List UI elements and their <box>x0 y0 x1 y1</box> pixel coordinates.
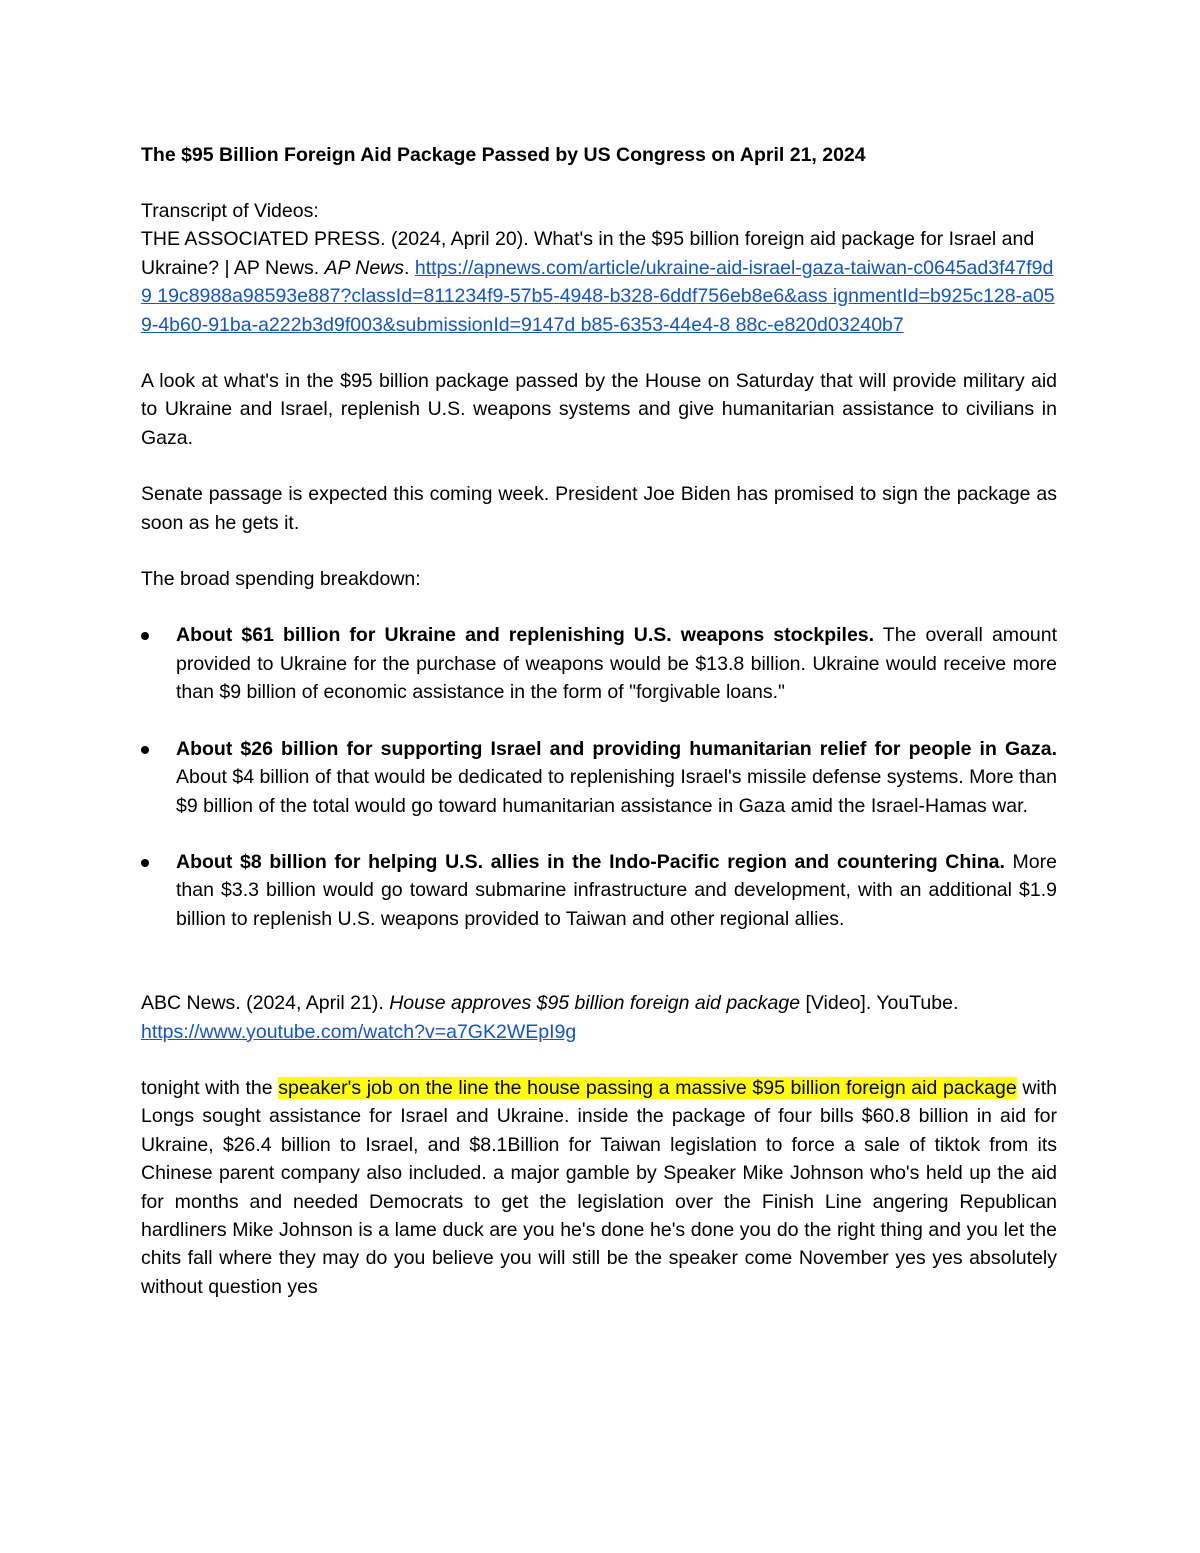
youtube-link[interactable]: https://www.youtube.com/watch?v=a7GK2WEpI9g <box>141 1020 577 1043</box>
ap-citation-separator: . <box>404 256 415 279</box>
bullet-text: The overall amount provided to Ukraine for the purchase of weapons would be $13.8 billion. Ukraine would receive more than $9 billion of economic assistance in the form of "forgivable loans." <box>176 624 1057 704</box>
abc-citation-suffix: [Video]. YouTube. <box>800 992 959 1015</box>
abc-link-line <box>141 1018 1057 1046</box>
ap-citation <box>141 225 1057 339</box>
ap-intro-paragraph: A look at what's in the $95 billion package passed by the House on Saturday that will provide military aid to Ukraine and Israel, replenish U.S. weapons systems and give humanitarian assistance to civilians in Gaza. <box>141 370 1057 449</box>
list-item <box>141 621 1057 706</box>
bullet-bold-text: About $26 billion for supporting Israel and providing humanitarian relief for people in Gaza. <box>176 737 1057 760</box>
breakdown-heading: The broad spending breakdown: <box>141 568 421 591</box>
bullet-text: About $4 billion of that would be dedicated to replenishing Israel's missile defense systems. More than $9 billion of the total would go toward humanitarian assistance in Gaza amid the Israel-Hamas war. <box>176 766 1057 817</box>
bullet-icon <box>141 632 149 640</box>
transcript-rest: with Longs sought assistance for Israel and Ukraine. inside the package of four bills $60.8 billion in aid for Ukraine, $26.4 billion to Israel, and $8.1Billion for Taiwan legislation to force a sale of tiktok from its Chinese parent company also included. a major gamble by Speaker Mike Johnson who's held up the aid for months and needed Democrats to get the legislation over the Finish Line angering Republican hardliners Mike Johnson is a lame duck are you he's done he's done you do the right thing and you let the chits fall where they may do you believe you will still be the speaker come November yes yes absolutely without question yes <box>141 1076 1057 1298</box>
bullet-icon <box>141 859 149 867</box>
list-item <box>141 735 1057 820</box>
ap-news-link[interactable]: https://apnews.com/article/ukraine-aid-israel-gaza-taiwan-c0645ad3f47f9d9 19c8988a98593e887?classId=811234f9-57b5-4948-b328-6ddf756eb8e6&ass ignmentId=b925c128-a059-4b60-91ba-a222b3d9f003&submissionId=9147d b85-6353-44e4-8 88c-e820d03240b7 <box>141 256 1055 336</box>
transcript-start: tonight with the <box>141 1076 279 1099</box>
bullet-bold-text: About $8 billion for helping U.S. allies in the Indo-Pacific region and countering China. <box>176 850 1005 873</box>
ap-citation-source: AP News <box>324 256 405 279</box>
breakdown-list <box>141 621 1057 933</box>
transcript-heading: Transcript of Videos: <box>141 200 319 222</box>
abc-citation-text: ABC News. (2024, April 21). <box>141 992 390 1015</box>
abc-citation <box>141 989 1057 1017</box>
transcript-highlight: speaker's job on the line the house passing a massive $95 billion foreign aid package <box>278 1076 1017 1099</box>
ap-citation-text: THE ASSOCIATED PRESS. (2024, April 20). What's in the $95 billion foreign aid package for Israel and Ukraine? | AP News. <box>141 228 1035 279</box>
bullet-bold-text: About $61 billion for Ukraine and replenishing U.S. weapons stockpiles. <box>176 624 875 647</box>
bullet-text: More than $3.3 billion would go toward submarine infrastructure and development, with an additional $1.9 billion to replenish U.S. weapons provided to Taiwan and other regional allies. <box>176 850 1057 930</box>
document-title: The $95 Billion Foreign Aid Package Passed by US Congress on April 21, 2024 <box>141 144 866 166</box>
document-body <box>141 141 1057 1301</box>
abc-transcript-paragraph <box>141 1074 1057 1301</box>
abc-citation-title: House approves $95 billion foreign aid package <box>389 992 801 1015</box>
bullet-icon <box>141 746 149 754</box>
senate-paragraph: Senate passage is expected this coming week. President Joe Biden has promised to sign the package as soon as he gets it. <box>141 483 1057 534</box>
list-item <box>141 848 1057 933</box>
